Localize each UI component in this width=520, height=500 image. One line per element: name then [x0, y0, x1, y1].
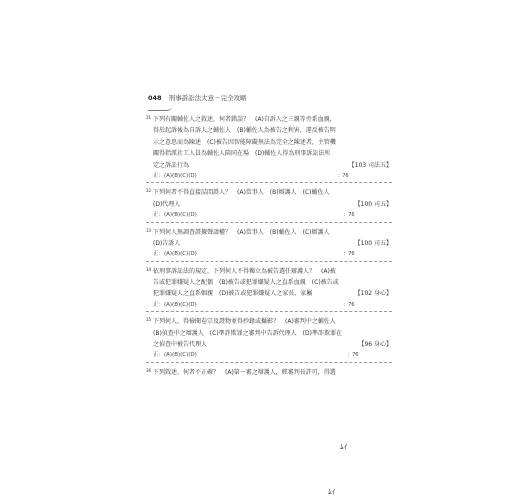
answer-line — [146, 210, 392, 222]
question-text: 下列何人無調查證據聲請權？ (A)當事人 (B)輔佐人 (C)辯護人 — [153, 228, 330, 236]
question-item — [146, 316, 392, 363]
question-text: 關得指派社工人員為輔佐人陪同在場 (D)輔佐人得為刑事訴訟法所 — [153, 150, 331, 158]
answer-reference: ：76 — [343, 301, 355, 308]
answer-line — [146, 300, 392, 312]
question-source: 【100 司五】 — [354, 200, 392, 208]
question-line — [146, 148, 392, 159]
question-number: 36 — [146, 367, 152, 373]
question-item — [146, 227, 392, 262]
answer-line — [146, 350, 392, 362]
question-text: 下列有關輔佐人之敘述，何者錯誤？ (A)自訴人之三親等旁系血親， — [153, 116, 336, 123]
page-number: 048 — [148, 94, 162, 102]
question-text: (D)代理人 — [153, 200, 181, 208]
question-line — [146, 238, 392, 249]
header-rule — [148, 106, 172, 111]
question-text: (B)偵查中之辯護人 (C)準詐欺罪之審判中告訴代理人 (D)準詐欺罪在 — [153, 329, 342, 337]
question-list — [146, 114, 392, 378]
question-text: (D)告訴人 — [153, 239, 181, 247]
question-line — [146, 199, 392, 210]
answer-label: 正：(A)(B)(C)(D) — [153, 352, 197, 359]
answer-line — [146, 171, 392, 183]
question-line — [146, 277, 392, 288]
answer-label: 正：(A)(B)(C)(D) — [153, 212, 197, 219]
question-line — [146, 227, 392, 238]
question-line — [146, 187, 392, 198]
question-line — [146, 137, 392, 148]
question-number: 33 — [146, 227, 152, 233]
question-text: 下列何者不得直接詰問證人？ (A)當事人 (B)辯護人 (C)輔佐人 — [153, 189, 330, 197]
question-number: 34 — [146, 266, 152, 272]
answer-label: 正：(A)(B)(C)(D) — [153, 251, 197, 258]
question-text: 得於起訴後為自訴人之輔佐人 (B)輔佐人為被告之利害，違反被告明 — [153, 127, 336, 135]
question-text: 下列敘述，何者不正確？ (A)第一審之辯護人，經審判長許可，得選 — [153, 368, 336, 376]
page-header — [148, 91, 383, 105]
question-text: 依刑事訴訟法的規定，下列何人不得獨立為被告選任辯護人？ (A)被 — [153, 267, 336, 275]
question-text: 定之訴訟行為 — [153, 161, 190, 169]
question-line — [146, 339, 392, 350]
question-item — [146, 266, 392, 313]
question-item — [146, 367, 392, 378]
page-marker: ﾑｲ — [340, 443, 347, 451]
answer-label: 正：(A)(B)(C)(D) — [153, 172, 197, 179]
answer-line — [146, 249, 392, 261]
answer-reference: ：76 — [343, 251, 355, 258]
question-source: 【96 身心】 — [358, 341, 392, 349]
question-item — [146, 114, 392, 183]
question-item — [146, 187, 392, 222]
question-line — [146, 125, 392, 136]
answer-reference: ：76 — [343, 212, 355, 219]
answer-reference: ：76 — [347, 352, 359, 359]
question-source: 【103 司法五】 — [348, 161, 392, 169]
question-line — [146, 288, 392, 299]
question-line — [146, 328, 392, 339]
question-line — [146, 316, 392, 327]
question-text: 下列何人，得檢閱卷宗及證物並得抄錄或攝影？ (A)審判中之輔佐人 — [153, 318, 336, 326]
answer-reference: ：76 — [337, 172, 349, 179]
answer-label: 正：(A)(B)(C)(D) — [153, 301, 197, 308]
question-number: 32 — [146, 188, 152, 194]
question-source: 【100 司五】 — [354, 239, 392, 247]
question-text: 犯罪嫌疑人之直系姻親 (D)被告或犯罪嫌疑人之家長、家屬 — [153, 290, 313, 298]
question-line — [146, 114, 392, 125]
question-number: 35 — [146, 317, 152, 323]
question-number: 31 — [146, 115, 152, 120]
page-marker: ﾑｲ — [328, 488, 335, 496]
book-title: 刑事訴訟法大意－完全攻略 — [168, 94, 247, 102]
question-line — [146, 160, 392, 171]
question-source: 【102 身心】 — [354, 290, 392, 298]
question-line — [146, 367, 392, 378]
question-line — [146, 266, 392, 277]
question-text: 之偵查中被告代理人 — [153, 341, 208, 349]
question-text: 告或犯罪嫌疑人之配偶 (B)被告或犯罪嫌疑人之直系血親 (C)被告或 — [153, 279, 339, 287]
question-text: 示之意思而為陳述 (C)被告因智能障礙無法為完全之陳述者，主管機 — [153, 138, 336, 146]
